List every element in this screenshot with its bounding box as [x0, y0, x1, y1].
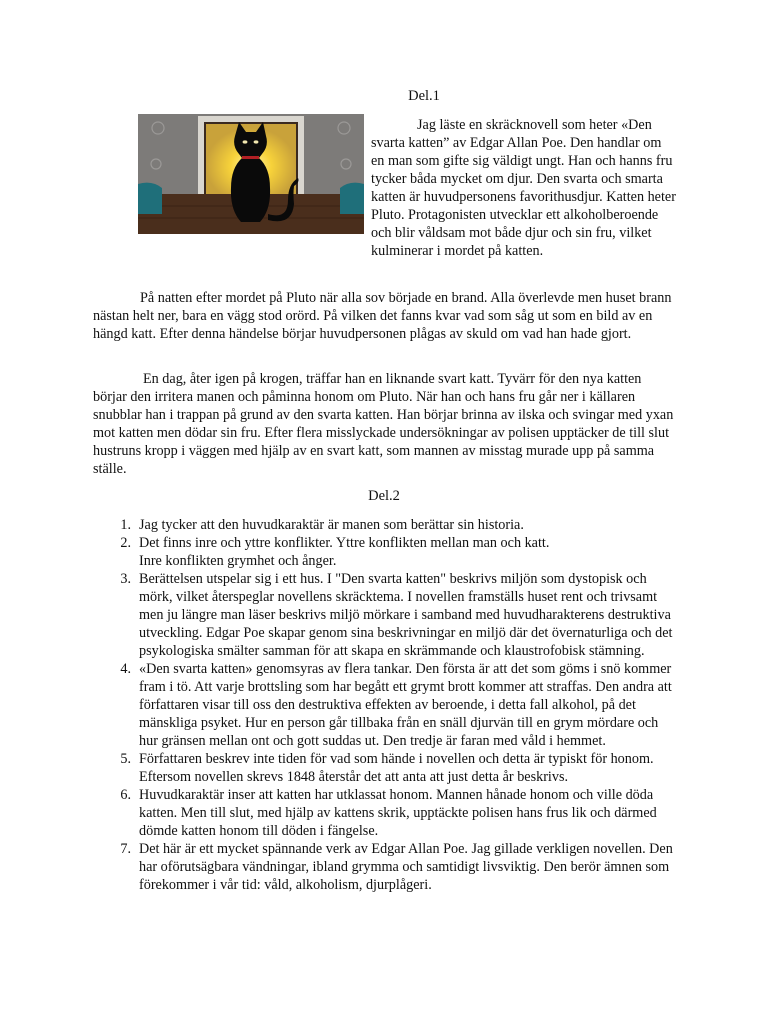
list-number: 1. — [120, 517, 131, 533]
list-item-text-line-2: Inre konflikten grymhet och ånger. — [139, 553, 337, 569]
list-number: 4. — [120, 661, 131, 677]
answers-list — [93, 516, 678, 894]
list-item-text: Berättelsen utspelar sig i ett hus. I "Den svarta katten" beskrivs miljön som dystopisk och mörk, vilket återspeglar novellens skräcktema. I novellen framställs huset rent och trivsamt men ju längre man läser beskrivs miljö mörkare i samband med huvudharakterens destruktiva utveckling. Edgar Poe skapar genom sina beskrivningar en miljö där det övernaturliga och det psykologiska smälter samman för att skapa en skrämmande och klaustrofobisk stämning. — [139, 571, 673, 659]
list-item-text: Det finns inre och yttre konflikter. Yttre konflikten mellan man och katt. — [139, 535, 550, 551]
list-number: 2. — [120, 535, 131, 551]
body-paragraph-1: På natten efter mordet på Pluto när alla sov började en brand. Alla överlevde men huset brann nästan helt ner, bara en vägg stod orörd. På vilken det fanns kvar vad som såg ut som en bild av en hängd katt. Efter denna händelse börjar huvudpersonen plågas av skuld om vad han hade gjort. — [93, 290, 672, 342]
list-item — [93, 570, 678, 660]
list-number: 7. — [120, 841, 131, 857]
list-number: 6. — [120, 787, 131, 803]
body-paragraph-2: En dag, åter igen på krogen, träffar han en liknande svart katt. Tyvärr för den nya katten börjar den irritera manen och påminna honom om Pluto. När han och hans fru går ner i källaren snubblar han i trappan på grund av den svarta katten. Han börjar brinna av ilska och svingar med yxan mot katten men dödar sin fru. Efter flera misslyckade undersökningar av polisen upptäcker de till slut hustruns kropp i väggen med hjälp av en svart katt, som mannen av misstag murade upp på samma ställe. — [93, 371, 674, 477]
part2-title: Del.2 — [368, 488, 400, 504]
list-item-text: Huvudkaraktär inser att katten har utklassat honom. Mannen hånade honom och ville döda katten. Men till slut, med hjälp av kattens skrik, upptäckte polisen hans frus lik och därmed dömde katten honom till döden i fängelse. — [139, 787, 657, 839]
list-item — [93, 750, 678, 786]
black-cat-illustration — [138, 114, 364, 234]
list-number: 3. — [120, 571, 131, 587]
list-item-text: Författaren beskrev inte tiden för vad som hände i novellen och detta är typiskt för honom. Eftersom novellen skrevs 1848 återstår det att anta att just detta år beskrivs. — [139, 751, 654, 785]
list-item — [93, 660, 678, 750]
list-item — [93, 534, 678, 570]
part1-title: Del.1 — [408, 88, 440, 104]
list-item-text: «Den svarta katten» genomsyras av flera tankar. Den första är att det som göms i snö kommer fram i tö. Att varje brottsling som har begått ett grymt brott kommer att straffas. Den andra att författaren visar till oss den destruktiva effekten av beroende, i detta fall alkohol, på det mänskliga psyket. Hur en person går tillbaka från en snäll djurvän till en grym mördare och hur gränsen mellan ont och gott suddas ut. Den tredje är faran med våld i hemmet. — [139, 661, 672, 749]
list-number: 5. — [120, 751, 131, 767]
black-cat-image — [138, 114, 364, 234]
list-item-text: Jag tycker att den huvudkaraktär är manen som berättar sin historia. — [139, 517, 524, 533]
list-item — [93, 840, 678, 894]
intro-paragraph: Jag läste en skräcknovell som heter «Den svarta katten” av Edgar Allan Poe. Den handlar om en man som gifte sig väldigt ungt. Han och hanns fru tycker båda mycket om djur. Den svarta och smarta katten är huvudpersonens favorithusdjur. Katten heter Pluto. Protagonisten utvecklar ett alkoholberoende och blir våldsam mot både djur och sin fru, vilket kulminerar i mordet på katten. — [371, 117, 676, 259]
list-item — [93, 786, 678, 840]
list-item — [93, 516, 678, 534]
list-item-text: Det här är ett mycket spännande verk av Edgar Allan Poe. Jag gillade verkligen novellen. Den har oförutsägbara vändningar, ibland grymma och samtidigt livsviktig. Den berör ämnen som förekommer i vår tid: våld, alkoholism, djurplågeri. — [139, 841, 673, 893]
